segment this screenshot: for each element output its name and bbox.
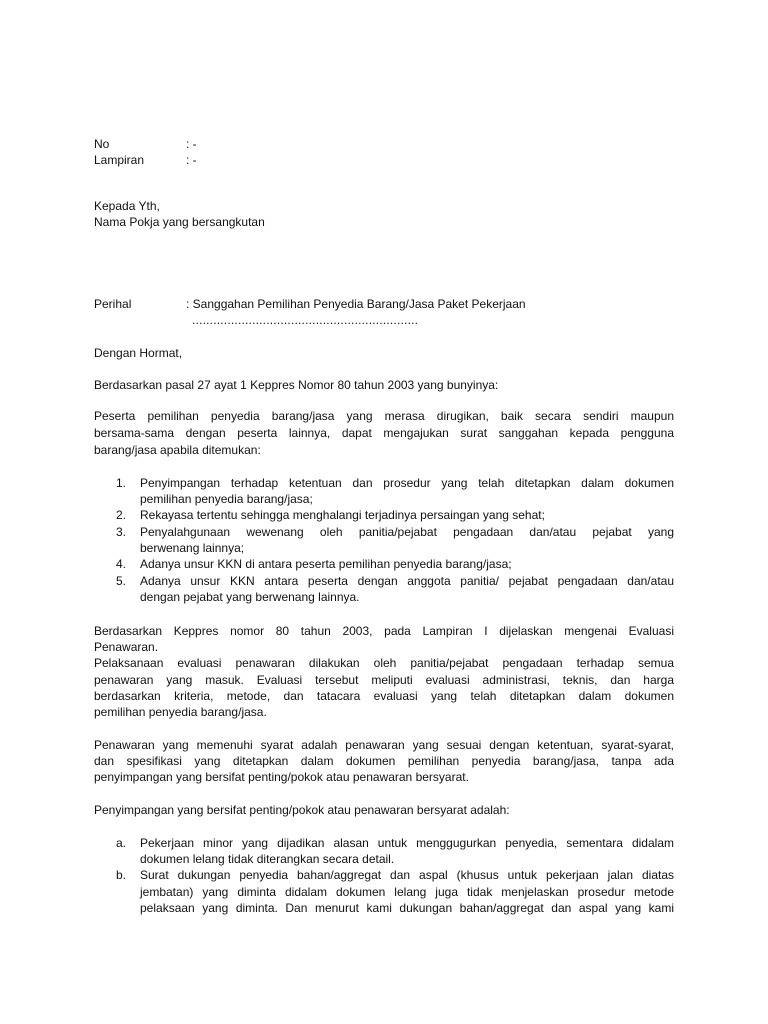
no-label: No — [94, 137, 110, 151]
list-item-5-line-2: dengan pejabat yang berwenang lainnya. — [140, 590, 360, 604]
para1-line-3: barang/jasa apabila ditemukan: — [94, 443, 261, 457]
list-item-1-line-2: pemilihan penyedia barang/jasa; — [140, 492, 313, 506]
list-item-1-line-1: Penyimpangan terhadap ketentuan dan prosedur yang telah ditetapkan dalam dokumen — [140, 476, 674, 490]
para3-line-3: penyimpangan yang bersifat penting/pokok atau penawaran bersyarat. — [94, 770, 469, 784]
para1-line-2: bersama-sama dengan peserta lainnya, dapat mengajukan surat sanggahan kepada pengguna — [94, 426, 674, 440]
lettered-a-line-1: Pekerjaan minor yang dijadikan alasan untuk menggugurkan penyedia, sementara didalam — [140, 836, 674, 850]
para3-line-2: dan spesifikasi yang ditetapkan dalam dokumen pemilihan penyedia barang/jasa, tanpa ada — [94, 754, 674, 768]
intro: Berdasarkan pasal 27 ayat 1 Keppres Nomor 80 tahun 2003 yang bunyinya: — [94, 378, 499, 392]
list-item-3-line-1: Penyalahgunaan wewenang oleh panitia/pejabat pengadaan dan/atau pejabat yang — [140, 525, 674, 539]
no-value: : - — [186, 137, 197, 151]
para2-line-5: berdasarkan kriteria, metode, dan tatacara evaluasi yang telah ditetapkan dalam dokumen — [94, 689, 674, 703]
list-item-number: 2. — [116, 508, 127, 522]
lettered-b-line-1: Surat dukungan penyedia bahan/aggregat dan aspal (khusus untuk pekerjaan jalan diatas — [140, 868, 674, 882]
lettered-b-line-3: pelaksaan yang diminta. Dan menurut kami dukungan bahan/aggregat dan aspal yang kami — [140, 901, 674, 915]
list-item-number: 4. — [116, 557, 127, 571]
lampiran-label: Lampiran — [94, 153, 145, 167]
subject-label: Perihal — [94, 297, 132, 311]
greeting: Dengan Hormat, — [94, 346, 183, 360]
lettered-b-line-2: jembatan) yang diminta didalam dokumen lelang juga tidak menjelaskan prosedur metode — [140, 885, 674, 899]
list-item-2-line-1: Rekayasa tertentu sehingga menghalangi terjadinya persaingan yang sehat; — [140, 508, 545, 522]
para4: Penyimpangan yang bersifat penting/pokok atau penawaran bersyarat adalah: — [94, 803, 510, 817]
para2-line-2: Penawaran. — [94, 640, 159, 654]
lettered-a-line-2: dokumen lelang tidak diterangkan secara detail. — [140, 852, 395, 866]
list-item-letter: b. — [116, 868, 127, 882]
subject-dots: ................................................................ — [192, 313, 419, 327]
list-item-4-line-1: Adanya unsur KKN di antara peserta pemilihan penyedia barang/jasa; — [140, 557, 512, 571]
list-item-3-line-2: berwenang lainnya; — [140, 541, 245, 555]
list-item-number: 1. — [116, 476, 127, 490]
para2-line-1: Berdasarkan Keppres nomor 80 tahun 2003, pada Lampiran I dijelaskan mengenai Evaluasi — [94, 624, 674, 638]
para2-line-6: pemilihan penyedia barang/jasa. — [94, 705, 267, 719]
para1-line-1: Peserta pemilihan penyedia barang/jasa yang merasa dirugikan, baik secara sendiri maupun — [94, 409, 674, 423]
lampiran-value: : - — [186, 153, 197, 167]
para2-line-4: penawaran yang masuk. Evaluasi tersebut meliputi evaluasi administrasi, teknis, dan harga — [94, 673, 674, 687]
recipient-line-1: Kepada Yth, — [94, 199, 160, 213]
para3-line-1: Penawaran yang memenuhi syarat adalah penawaran yang sesuai dengan ketentuan, syarat-syarat, — [94, 738, 674, 752]
list-item-number: 3. — [116, 525, 127, 539]
recipient-line-2: Nama Pokja yang bersangkutan — [94, 215, 265, 229]
para2-line-3: Pelaksanaan evaluasi penawaran dilakukan oleh panitia/pejabat pengadaan terhadap semua — [94, 656, 674, 670]
list-item-letter: a. — [116, 836, 127, 850]
list-item-number: 5. — [116, 574, 127, 588]
list-item-5-line-1: Adanya unsur KKN antara peserta dengan anggota panitia/ pejabat pengadaan dan/atau — [140, 574, 674, 588]
subject-value: : Sanggahan Pemilihan Penyedia Barang/Jasa Paket Pekerjaan — [186, 297, 526, 311]
